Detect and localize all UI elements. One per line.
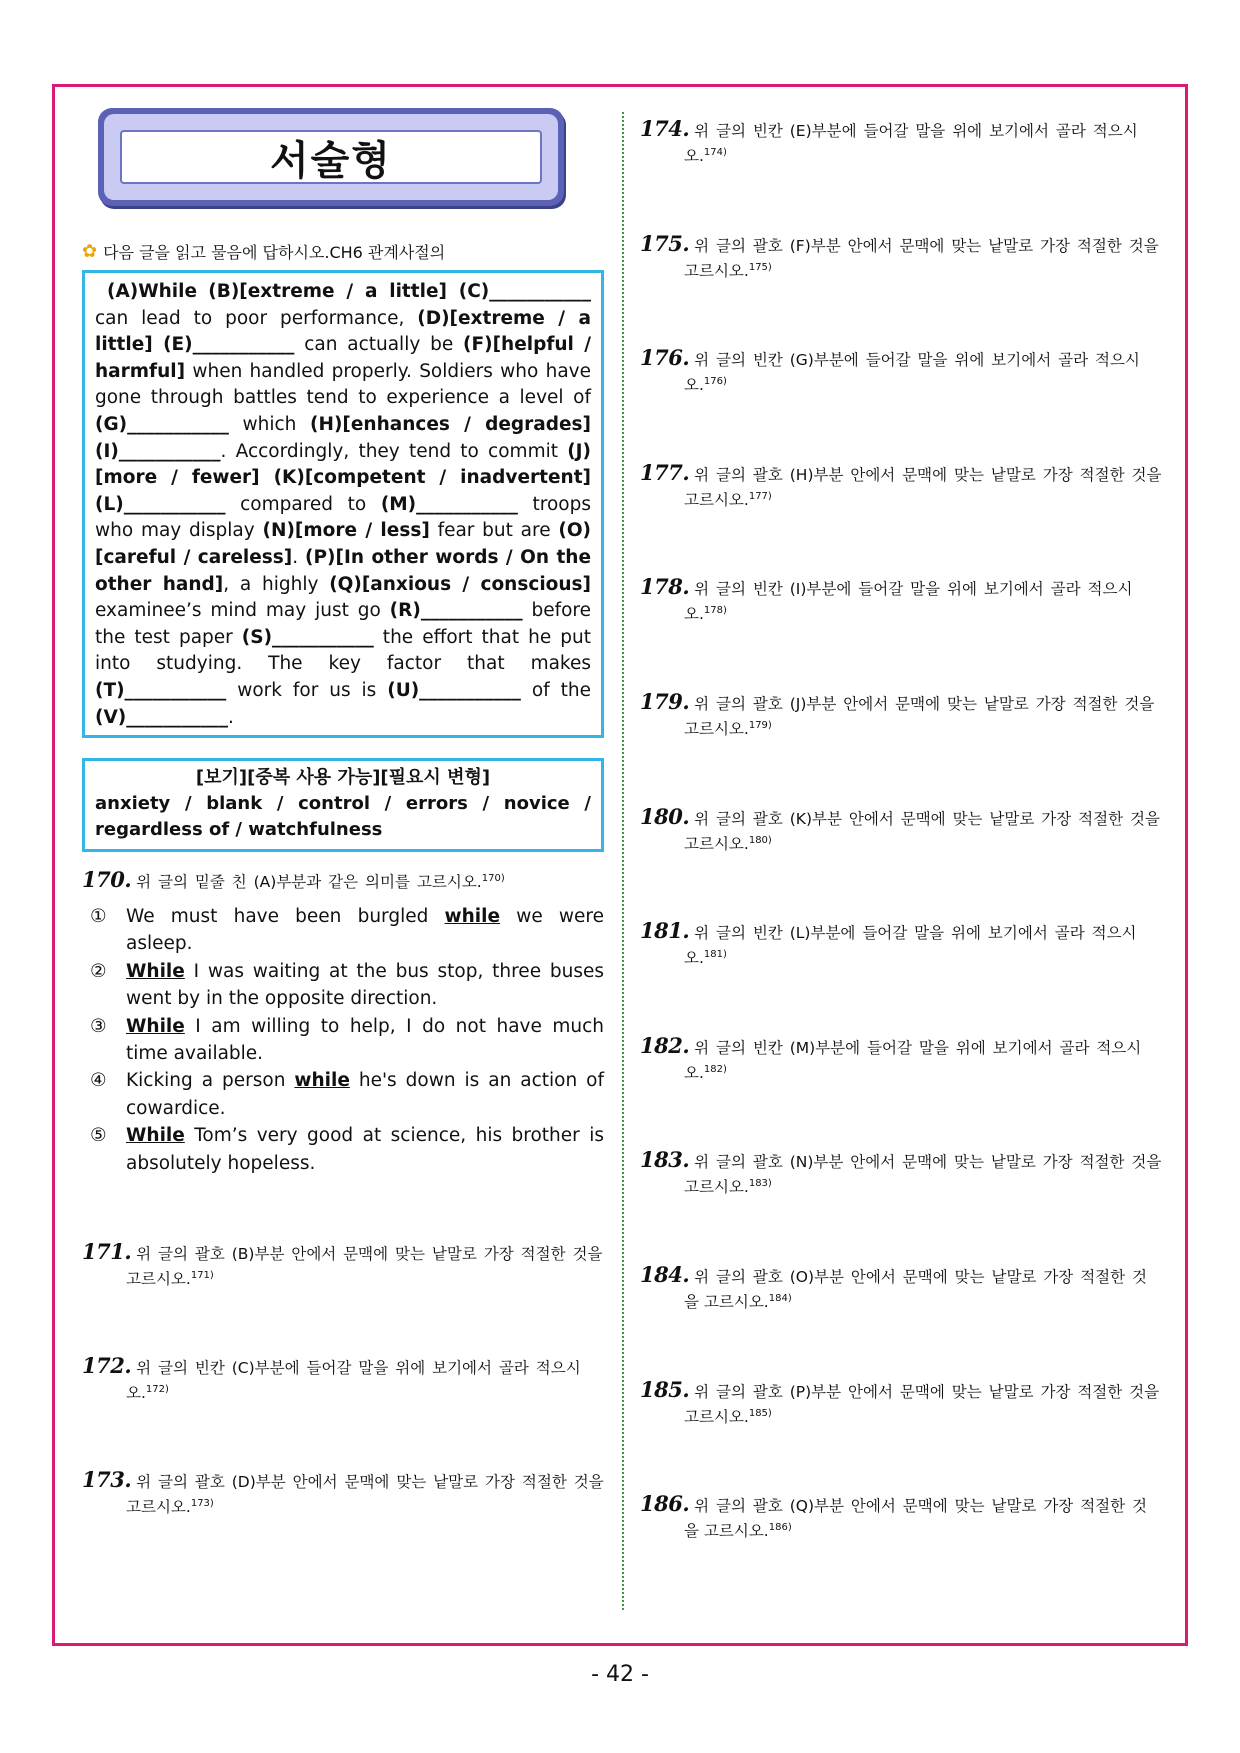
- footnote-ref: 170): [481, 873, 505, 884]
- option-number: ⑤: [90, 1125, 107, 1147]
- question-text-line1: 위 글의 괄호 (J)부분 안에서 문맥에 맞는 낱말로 가장 적절한 것을: [694, 695, 1155, 713]
- option-text-post: we were asleep.: [126, 906, 605, 955]
- passage-segment: examinee’s mind may just go: [95, 600, 390, 622]
- reading-passage: [82, 270, 604, 738]
- question-number: 185.: [640, 1376, 690, 1402]
- passage-segment: .: [292, 546, 306, 568]
- word-bank-words: anxiety / blank / control / errors / novice / regardless of / watchfulness: [95, 793, 591, 840]
- underlined-word: while: [444, 906, 501, 927]
- word-bank-heading: [보기][중복 사용 가능][필요시 변형]: [195, 767, 491, 788]
- question-text-cont: 고르시오.: [684, 1407, 749, 1426]
- question-text-cont: 고르시오.: [684, 261, 749, 280]
- question-item: [640, 230, 1159, 282]
- answer-options: [82, 903, 604, 1177]
- question-item: [82, 1241, 602, 1290]
- passage-bold-segment: (D)[extreme / a little] (E)___________: [95, 307, 591, 356]
- footnote-ref: 179): [748, 720, 772, 731]
- passage-bold-segment: (P)[In other words / On the other hand]: [95, 546, 591, 595]
- passage-segment: .: [227, 706, 234, 728]
- footnote-ref: 180): [748, 834, 772, 846]
- question-number: 184.: [640, 1262, 690, 1287]
- passage-bold-segment: (S)___________: [241, 626, 374, 648]
- question-text-line2: [640, 1059, 1141, 1084]
- question-item: [82, 1469, 604, 1518]
- question-text-line1: 위 글의 빈칸 (L)부분에 들어갈 말을 위에 보기에서 골라 적으시: [694, 924, 1137, 943]
- page-title: 서술형: [120, 130, 542, 184]
- question-text-line2: [640, 1403, 1159, 1428]
- question-text-cont: 오.: [684, 605, 704, 624]
- passage-segment: of the: [520, 679, 591, 701]
- question-text-line2: [640, 830, 1160, 855]
- question-number: 175.: [640, 230, 690, 256]
- column-divider: [622, 112, 624, 1610]
- question-text-line2: [640, 257, 1159, 282]
- underlined-word: While: [126, 1015, 185, 1037]
- footnote-ref: 183): [748, 1178, 772, 1190]
- question-text-line1: 위 글의 괄호 (P)부분 안에서 문맥에 맞는 낱말로 가장 적절한 것을: [694, 1382, 1160, 1401]
- option-item: [82, 958, 604, 1013]
- question-text-line2: [640, 715, 1154, 740]
- option-text-post: I am willing to help, I do not have much time available.: [126, 1015, 604, 1065]
- question-text-line1: 위 글의 괄호 (F)부분 안에서 문맥에 맞는 낱말로 가장 적절한 것을: [694, 236, 1159, 255]
- option-text: [126, 1122, 604, 1177]
- passage-bold-segment: (T)___________: [95, 679, 227, 701]
- passage-segment: the effort that he put into studying. The key factor that makes: [95, 626, 592, 675]
- question-text-line2: [82, 1493, 604, 1518]
- passage-segment: can actually be: [294, 334, 464, 356]
- passage-bold-segment: (N)[more / less]: [262, 520, 430, 542]
- option-item: [82, 1122, 604, 1177]
- passage-segment: which: [228, 413, 311, 435]
- option-text: [126, 958, 604, 1013]
- question-text-line1: 위 글의 괄호 (D)부분 안에서 문맥에 맞는 낱말로 가장 적절한 것을: [136, 1473, 604, 1491]
- passage-segment: troops who may display: [95, 493, 591, 542]
- footnote-ref: 172): [145, 1384, 169, 1395]
- question-text-line2: [640, 371, 1140, 396]
- question-text-line2: [640, 142, 1138, 167]
- question-item: [640, 1032, 1142, 1084]
- question-text-line2: [640, 944, 1137, 969]
- question-text-cont: 오.: [684, 147, 704, 166]
- underlined-word: While: [126, 960, 185, 982]
- option-item: [82, 1013, 604, 1068]
- page-number: - 42 -: [591, 1662, 649, 1687]
- question-text-line1: 위 글의 괄호 (H)부분 안에서 문맥에 맞는 낱말로 가장 적절한 것을: [694, 465, 1162, 484]
- question-item: [640, 118, 1138, 167]
- option-number: ②: [90, 960, 107, 982]
- option-number: ④: [90, 1070, 107, 1092]
- passage-bold-segment: (U)___________: [387, 679, 521, 701]
- instruction-text: 다음 글을 읽고 물음에 답하시오.CH6 관계사절의: [103, 243, 446, 262]
- question-text-cont: 오.: [126, 1384, 146, 1403]
- question-number: 171.: [82, 1239, 132, 1264]
- question-number: 177.: [640, 459, 690, 485]
- footnote-ref: 174): [703, 147, 727, 158]
- question-number: 182.: [640, 1032, 690, 1058]
- question-text-line1: 위 글의 빈칸 (M)부분에 들어갈 말을 위에 보기에서 골라 적으시: [694, 1038, 1142, 1057]
- question-text: 위 글의 밑줄 친 (A)부분과 같은 의미를 고르시오.: [136, 873, 482, 892]
- question-text-cont: 고르시오.: [684, 1178, 749, 1197]
- question-text-cont: 오.: [684, 376, 704, 395]
- question-item: [640, 691, 1154, 740]
- question-text-line2: [640, 486, 1161, 511]
- question-item: [640, 1149, 1161, 1198]
- question-text-cont: 고르시오.: [684, 490, 749, 509]
- option-text-post: Tom’s very good at science, his brother is absolutely hopeless.: [126, 1125, 604, 1174]
- option-text-post: I was waiting at the bus stop, three buses went by in the opposite direction.: [126, 960, 604, 1010]
- passage-bold-segment: (R)___________: [389, 600, 523, 622]
- passage-segment: before the test paper: [95, 600, 591, 648]
- passage-bold-segment: (F)[helpful / harmful]: [95, 334, 592, 382]
- question-text-line1: 위 글의 빈칸 (I)부분에 들어갈 말을 위에 보기에서 골라 적으시: [694, 580, 1133, 599]
- word-bank-box: [82, 758, 604, 852]
- question-number: 178.: [640, 574, 690, 600]
- question-number: 180.: [640, 803, 690, 829]
- passage-bold-segment: (H)[enhances / degrades] (I)___________: [95, 413, 591, 462]
- question-text-cont: 오.: [684, 1063, 704, 1082]
- option-text-post: he's down is an action of cowardice.: [126, 1070, 604, 1119]
- footnote-ref: 181): [703, 949, 727, 961]
- instruction: [82, 240, 445, 263]
- option-item: [82, 903, 604, 958]
- footnote-ref: 176): [703, 376, 727, 388]
- passage-segment: compared to: [225, 493, 381, 515]
- question-item: [640, 347, 1140, 396]
- question-text-line1: 위 글의 빈칸 (C)부분에 들어갈 말을 위에 보기에서 골라 적으시: [136, 1359, 581, 1377]
- passage-bold-segment: (A)While: [107, 281, 198, 302]
- option-item: [82, 1067, 604, 1122]
- question-text-line2: [640, 1173, 1161, 1198]
- passage-segment: . Accordingly, they tend to commit: [220, 440, 568, 462]
- question-text-line1: 위 글의 괄호 (N)부분 안에서 문맥에 맞는 낱말로 가장 적절한 것을: [694, 1153, 1162, 1172]
- question-text-line1: 위 글의 빈칸 (G)부분에 들어갈 말을 위에 보기에서 골라 적으시: [694, 351, 1140, 370]
- footnote-ref: 173): [190, 1498, 214, 1509]
- footnote-ref: 177): [748, 490, 772, 502]
- option-text-pre: We must have been burgled: [126, 906, 445, 927]
- flower-icon: ✿: [82, 241, 98, 262]
- question-text-cont: 을 고르시오.: [684, 1293, 769, 1312]
- question-text-line2: [640, 600, 1132, 625]
- question-170: [82, 868, 505, 893]
- question-item: [640, 1376, 1160, 1428]
- passage-bold-segment: (O)[careful / careless]: [95, 520, 592, 568]
- question-number: 173.: [82, 1467, 132, 1492]
- question-text-line2: [82, 1379, 581, 1404]
- passage-bold-segment: (M)___________: [380, 493, 518, 515]
- question-number: 170.: [82, 867, 132, 893]
- footnote-ref: 185): [748, 1407, 772, 1419]
- question-text-cont: 을 고르시오.: [684, 1522, 769, 1541]
- passage-segment: , a highly: [223, 573, 330, 595]
- footnote-ref: 184): [768, 1293, 792, 1304]
- passage-bold-segment: (J)[more / fewer] (K)[competent / inadvertent] (L)___________: [95, 440, 591, 515]
- question-item: [640, 459, 1162, 511]
- passage-segment: work for us is: [226, 679, 388, 701]
- option-number: ①: [90, 906, 107, 927]
- question-item: [82, 1355, 581, 1404]
- question-text-line1: 위 글의 괄호 (K)부분 안에서 문맥에 맞는 낱말로 가장 적절한 것을: [694, 809, 1160, 828]
- question-text-cont: 고르시오.: [684, 834, 749, 853]
- question-item: [640, 1264, 1147, 1313]
- option-number: ③: [90, 1015, 107, 1037]
- question-number: 172.: [82, 1353, 132, 1378]
- question-text-cont: 오.: [684, 949, 704, 968]
- question-number: 183.: [640, 1147, 690, 1173]
- question-number: 174.: [640, 116, 690, 141]
- footnote-ref: 186): [768, 1522, 792, 1534]
- option-text-pre: Kicking a person: [126, 1070, 295, 1092]
- option-text: [126, 1013, 604, 1068]
- question-text-cont: 고르시오.: [126, 1498, 191, 1517]
- question-text-cont: 고르시오.: [684, 720, 749, 739]
- question-item: [640, 920, 1137, 969]
- question-text-line2: [82, 1265, 602, 1290]
- question-text-line1: 위 글의 빈칸 (E)부분에 들어갈 말을 위에 보기에서 골라 적으시: [694, 122, 1138, 140]
- question-item: [640, 576, 1132, 625]
- question-text-line1: 위 글의 괄호 (B)부분 안에서 문맥에 맞는 낱말로 가장 적절한 것을: [136, 1245, 603, 1263]
- question-text-line2: [640, 1288, 1147, 1313]
- question-item: [640, 1493, 1147, 1542]
- passage-segment: fear but are: [429, 520, 559, 542]
- title-banner: [98, 108, 564, 206]
- option-text: [126, 903, 604, 958]
- question-text-line1: 위 글의 괄호 (Q)부분 안에서 문맥에 맞는 낱말로 가장 적절한 것: [694, 1497, 1148, 1516]
- passage-segment: can lead to poor performance,: [95, 307, 418, 329]
- passage-segment: when handled properly. Soldiers who have gone through battles tend to experience a level of: [95, 360, 591, 409]
- passage-bold-segment: (B)[extreme / a little] (C)___________: [208, 281, 591, 302]
- footnote-ref: 171): [190, 1270, 214, 1281]
- footnote-ref: 178): [703, 605, 727, 617]
- passage-bold-segment: (V)___________: [95, 706, 228, 728]
- question-number: 179.: [640, 689, 690, 714]
- question-text-line2: [640, 1517, 1147, 1542]
- question-item: [640, 803, 1160, 855]
- passage-bold-segment: (Q)[anxious / conscious]: [329, 573, 592, 595]
- question-text-cont: 고르시오.: [126, 1270, 191, 1289]
- underlined-word: While: [126, 1125, 185, 1147]
- underlined-word: while: [294, 1070, 350, 1092]
- question-number: 186.: [640, 1491, 690, 1517]
- option-text: [126, 1067, 604, 1122]
- passage-bold-segment: (G)___________: [95, 413, 229, 435]
- question-number: 176.: [640, 345, 690, 371]
- question-text-line1: 위 글의 괄호 (O)부분 안에서 문맥에 맞는 낱말로 가장 적절한 것: [694, 1268, 1148, 1286]
- footnote-ref: 182): [703, 1063, 727, 1075]
- footnote-ref: 175): [748, 261, 772, 273]
- question-number: 181.: [640, 918, 690, 944]
- passage-segment: [197, 281, 208, 302]
